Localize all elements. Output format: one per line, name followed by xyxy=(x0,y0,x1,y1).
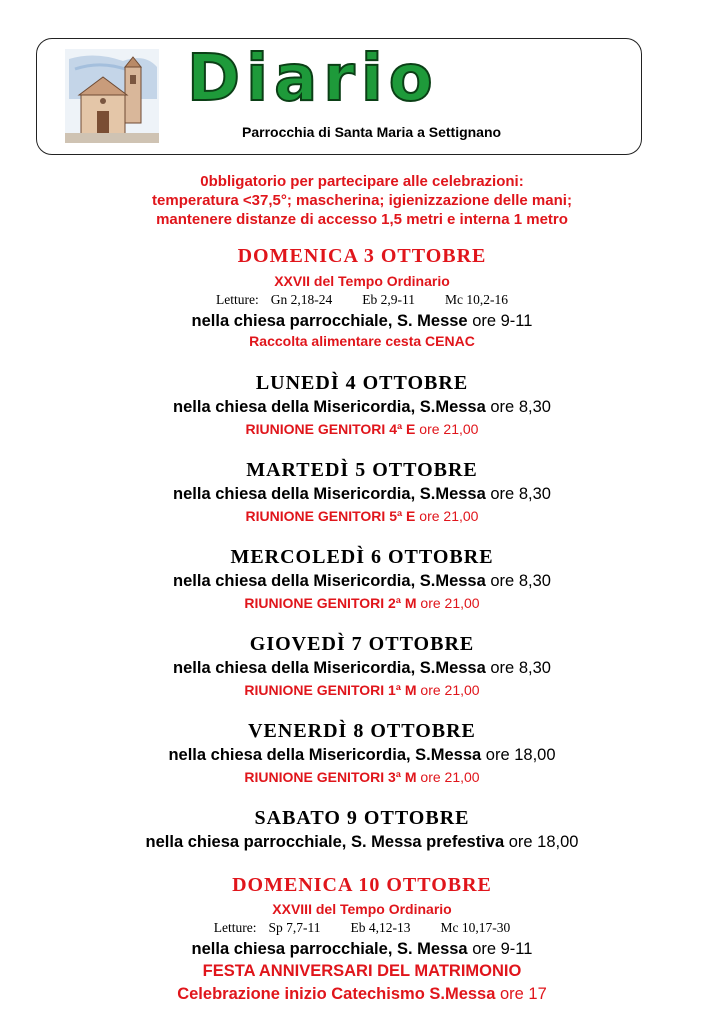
mass-place: nella chiesa della Misericordia, S.Messa xyxy=(173,398,486,416)
mass-place: nella chiesa della Misericordia, S.Messa xyxy=(173,485,486,503)
covid-notice xyxy=(0,172,724,229)
note-label: RIUNIONE GENITORI 5ª E xyxy=(245,508,416,524)
day-subtitle-domenica-10: XXVIII del Tempo Ordinario xyxy=(272,901,452,917)
parish-name: Parrocchia di Santa Maria a Settignano xyxy=(242,124,502,140)
church-illustration xyxy=(65,49,159,143)
note-label: Celebrazione inizio Catechismo S.Messa xyxy=(177,985,496,1003)
lettura-1: Gn 2,18-24 xyxy=(270,292,333,307)
letture-domenica-3 xyxy=(0,292,724,308)
mass-time: ore 8,30 xyxy=(485,398,551,416)
mass-line-lunedi-4 xyxy=(0,398,724,417)
note-martedi-5 xyxy=(0,508,724,524)
letture-label: Letture: xyxy=(216,292,259,307)
mass-time: ore 8,30 xyxy=(485,572,551,590)
note-label: RIUNIONE GENITORI 1ª M xyxy=(244,682,417,698)
letture-label: Letture: xyxy=(213,920,257,935)
letture-domenica-10 xyxy=(0,920,724,936)
note-giovedi-7 xyxy=(0,682,724,698)
mass-line-domenica-3 xyxy=(0,312,724,331)
note-time: ore 21,00 xyxy=(415,421,479,437)
note-time: ore 17 xyxy=(495,985,547,1003)
mass-time: ore 9-11 xyxy=(467,940,533,958)
note-venerdi-8 xyxy=(0,769,724,785)
mass-place: nella chiesa parrocchiale, S. Messa prefestiva xyxy=(145,833,505,851)
note-label: RIUNIONE GENITORI 4ª E xyxy=(245,421,416,437)
day-subtitle-domenica-3: XXVII del Tempo Ordinario xyxy=(274,273,450,289)
lettura-1: Sp 7,7-11 xyxy=(268,920,321,935)
day-title-lunedi-4: LUNEDÌ 4 OTTOBRE xyxy=(255,372,469,394)
mass-place: nella chiesa della Misericordia, S.Messa xyxy=(173,659,486,677)
lettura-2: Eb 2,9-11 xyxy=(362,292,415,307)
mass-time: ore 18,00 xyxy=(504,833,579,851)
day-title-domenica-3: DOMENICA 3 OTTOBRE xyxy=(237,245,487,267)
mass-place: nella chiesa della Misericordia, S.Messa xyxy=(168,746,482,764)
note-label: RIUNIONE GENITORI 2ª M xyxy=(244,595,417,611)
mass-time: ore 9-11 xyxy=(467,312,533,330)
day-title-giovedi-7: GIOVEDÌ 7 OTTOBRE xyxy=(249,633,475,655)
notice-line-1: 0bbligatorio per partecipare alle celebrazioni: xyxy=(200,173,524,190)
lettura-3: Mc 10,2-16 xyxy=(444,292,508,307)
note-time: ore 21,00 xyxy=(416,769,480,785)
note-text: Raccolta alimentare cesta CENAC xyxy=(249,333,475,349)
mass-line-giovedi-7 xyxy=(0,659,724,678)
mass-line-martedi-5 xyxy=(0,485,724,504)
note-domenica-3 xyxy=(0,333,724,349)
day-title-martedi-5: MARTEDÌ 5 OTTOBRE xyxy=(246,459,478,481)
day-title-venerdi-8: VENERDÌ 8 OTTOBRE xyxy=(248,720,476,742)
mass-line-sabato-9 xyxy=(0,833,724,852)
note-text: FESTA ANNIVERSARI DEL MATRIMONIO xyxy=(202,962,522,980)
note-time: ore 21,00 xyxy=(416,682,480,698)
note-time: ore 21,00 xyxy=(415,508,479,524)
note-mercoledi-6 xyxy=(0,595,724,611)
day-title-mercoledi-6: MERCOLEDÌ 6 OTTOBRE xyxy=(230,546,494,568)
mass-place: nella chiesa parrocchiale, S. Messe xyxy=(191,312,468,330)
page-title: Diario xyxy=(187,42,439,116)
mass-line-mercoledi-6 xyxy=(0,572,724,591)
mass-time: ore 8,30 xyxy=(485,659,551,677)
mass-place: nella chiesa parrocchiale, S. Messa xyxy=(191,940,468,958)
note-time: ore 21,00 xyxy=(416,595,480,611)
lettura-2: Eb 4,12-13 xyxy=(350,920,411,935)
notice-line-3: mantenere distanze di accesso 1,5 metri e interna 1 metro xyxy=(156,211,568,228)
note-lunedi-4 xyxy=(0,421,724,437)
mass-time: ore 18,00 xyxy=(481,746,556,764)
day-title-sabato-9: SABATO 9 OTTOBRE xyxy=(254,807,470,829)
note-festa-anniversari xyxy=(0,962,724,981)
mass-line-venerdi-8 xyxy=(0,746,724,765)
mass-time: ore 8,30 xyxy=(485,485,551,503)
header-box xyxy=(36,38,642,155)
notice-line-2: temperatura <37,5°; mascherina; igienizzazione delle mani; xyxy=(152,192,572,209)
mass-place: nella chiesa della Misericordia, S.Messa xyxy=(173,572,486,590)
lettura-3: Mc 10,17-30 xyxy=(440,920,511,935)
note-label: RIUNIONE GENITORI 3ª M xyxy=(244,769,417,785)
day-title-domenica-10: DOMENICA 10 OTTOBRE xyxy=(232,874,492,896)
mass-line-domenica-10 xyxy=(0,940,724,959)
note-catechismo xyxy=(0,985,724,1004)
